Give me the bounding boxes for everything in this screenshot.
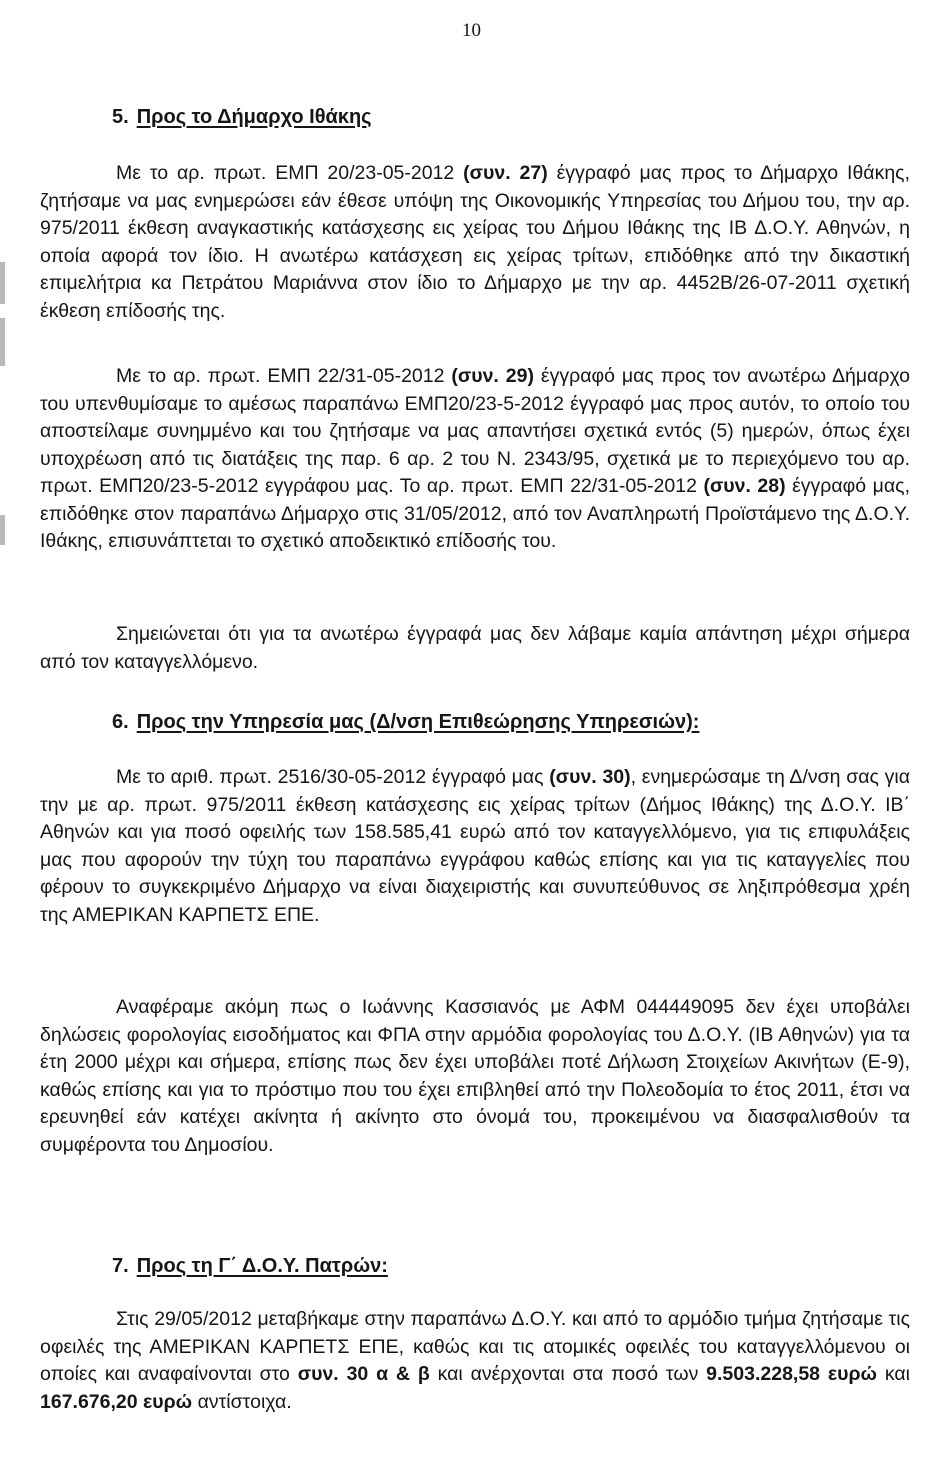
text-run: Με το αριθ. πρωτ. 2516/30-05-2012 έγγραφό μας xyxy=(116,766,550,788)
bold-text-run: συν. 30 α & β xyxy=(297,1363,430,1385)
text-run: αντίστοιχα. xyxy=(192,1390,292,1413)
section-title: Προς το Δήμαρχο Ιθάκης xyxy=(136,106,372,128)
scan-edge-mark xyxy=(0,262,5,304)
bold-text-run: (συν. 30) xyxy=(549,766,631,788)
text-run: , ενημερώσαμε τη Δ/νση σας για την με αρ. πρωτ. 975/2011 έκθεση κατάσχεσης εις χείρας τρίτων (Δήμος Ιθάκης) της Δ.Ο.Υ. ΙΒ΄ Αθηνών και για ποσό οφειλής των 158.585,41 ευρώ από τον καταγγελλόμενο, για τις επιφυλάξεις μας που αφορούν την τύχη του παραπάνω εγγράφου καθώς επίσης και για τις καταγγελίες που φέρουν το συγκεκριμένο Δήμαρχο να είναι διαχειριστής και συνυπεύθυνος σε ληξιπρόθεσμα χρέη της ΑΜΕΡΙΚΑΝ ΚΑΡΠΕΤΣ ΕΠΕ. xyxy=(40,766,910,926)
text-run: Σημειώνεται ότι για τα ανωτέρω έγγραφά μας δεν λάβαμε καμία απάντηση μέχρι σήμερα από τον καταγγελλόμενο. xyxy=(40,623,910,673)
paragraph xyxy=(40,621,910,676)
bold-text-run: (συν. 29) xyxy=(451,365,534,387)
paragraph xyxy=(40,363,910,556)
bold-text-run: 9.503.228,58 ευρώ xyxy=(706,1363,878,1385)
bold-text-run: 167.676,20 ευρώ xyxy=(40,1390,193,1413)
text-run: έγγραφό μας προς τον ανωτέρω Δήμαρχο του υπενθυμίσαμε το αμέσως παραπάνω ΕΜΠ20/23-5-2012 έγγραφό μας προς αυτόν, το οποίο του αποστείλαμε συνημμένο και του ζητήσαμε να μας απαντήσει σχετικά εντός (5) ημερών, όπως έχει υποχρέωση από τις διατάξεις της παρ. 6 αρ. 2 του Ν. 2343/95, σχετικά με το περιεχόμενο του αρ. πρωτ. ΕΜΠ20/23-5-2012 εγγράφου μας. Το αρ. πρωτ. ΕΜΠ 22/31-05-2012 xyxy=(40,365,910,497)
text-run: έγγραφό μας, επιδόθηκε στον παραπάνω Δήμαρχο στις 31/05/2012, από τον Αναπληρωτή Προϊστάμενο της Δ.Ο.Υ. Ιθάκης, επισυνάπτεται το σχετικό αποδεικτικό επίδοσής του. xyxy=(40,475,910,552)
text-run: Στις 29/05/2012 μεταβήκαμε στην παραπάνω Δ.Ο.Υ. και από το αρμόδιο τμήμα ζητήσαμε τις οφειλές της ΑΜΕΡΙΚΑΝ ΚΑΡΠΕΤΣ ΕΠΕ, καθώς και τις ατομικές οφειλές του καταγγελλόμενου οι οποίες και αναφαίνονται στο xyxy=(40,1308,910,1385)
section-number: 7. xyxy=(112,1255,129,1277)
paragraph xyxy=(40,994,910,1159)
section-5-heading xyxy=(112,106,372,129)
paragraph xyxy=(40,1306,910,1416)
section-6-heading xyxy=(112,711,699,734)
text-run: και ανέρχονται στα ποσό των xyxy=(429,1363,707,1385)
text-run: Με το αρ. πρωτ. ΕΜΠ 22/31-05-2012 xyxy=(116,365,452,387)
text-run: έγγραφό μας προς το Δήμαρχο Ιθάκης, ζητήσαμε να μας ενημερώσει εάν έθεσε υπόψη της Οικονομικής Υπηρεσίας του Δήμου του, την αρ. 975/2011 έκθεση αναγκαστικής κατάσχεσης εις χείρας του Δήμου Ιθάκης της ΙΒ Δ.Ο.Υ. Αθηνών, η οποία αφορά τον ίδιο. Η ανωτέρω κατάσχεση εις χείρας τρίτων, επιδόθηκε από την δικαστική επιμελήτρια κα Πετράτου Μαριάννα στον ίδιο το Δήμαρχο με την αρ. 4452Β/26-07-2011 σχετική έκθεση επίδοσής της. xyxy=(40,162,910,322)
section-number: 5. xyxy=(112,106,129,128)
section-7-heading xyxy=(112,1255,388,1278)
text-run: και xyxy=(877,1363,910,1385)
text-run: Αναφέραμε ακόμη πως ο Ιωάννης Κασσιανός με ΑΦΜ 044449095 δεν έχει υποβάλει δηλώσεις φορολογίας εισοδήματος και ΦΠΑ στην αρμόδια φορολογίας του Δ.Ο.Υ. (ΙΒ Αθηνών) για τα έτη 2000 μέχρι και σήμερα, επίσης πως δεν έχει υποβάλει ποτέ Δήλωση Στοιχείων Ακινήτων (Ε-9), καθώς επίσης και για το πρόστιμο που του έχει επιβληθεί από την Πολεοδομία το έτος 2011, έτσι να ερευνηθεί εάν κατέχει ακίνητα ή ακίνητο στο όνομά του, προκειμένου να διασφαλισθούν τα συμφέροντα του Δημοσίου. xyxy=(40,996,910,1156)
text-run: Με το αρ. πρωτ. ΕΜΠ 20/23-05-2012 xyxy=(116,162,464,184)
bold-text-run: (συν. 27) xyxy=(463,162,548,184)
bold-text-run: (συν. 28) xyxy=(703,475,786,497)
paragraph xyxy=(40,764,910,929)
scan-edge-mark xyxy=(0,515,5,545)
paragraph xyxy=(40,160,910,325)
section-title: Προς την Υπηρεσία μας (Δ/νση Επιθεώρησης Υπηρεσιών): xyxy=(136,711,700,733)
page-number: 10 xyxy=(462,20,481,41)
scan-edge-mark xyxy=(0,318,5,366)
section-number: 6. xyxy=(112,711,129,733)
section-title: Προς τη Γ΄ Δ.Ο.Υ. Πατρών: xyxy=(136,1255,388,1277)
